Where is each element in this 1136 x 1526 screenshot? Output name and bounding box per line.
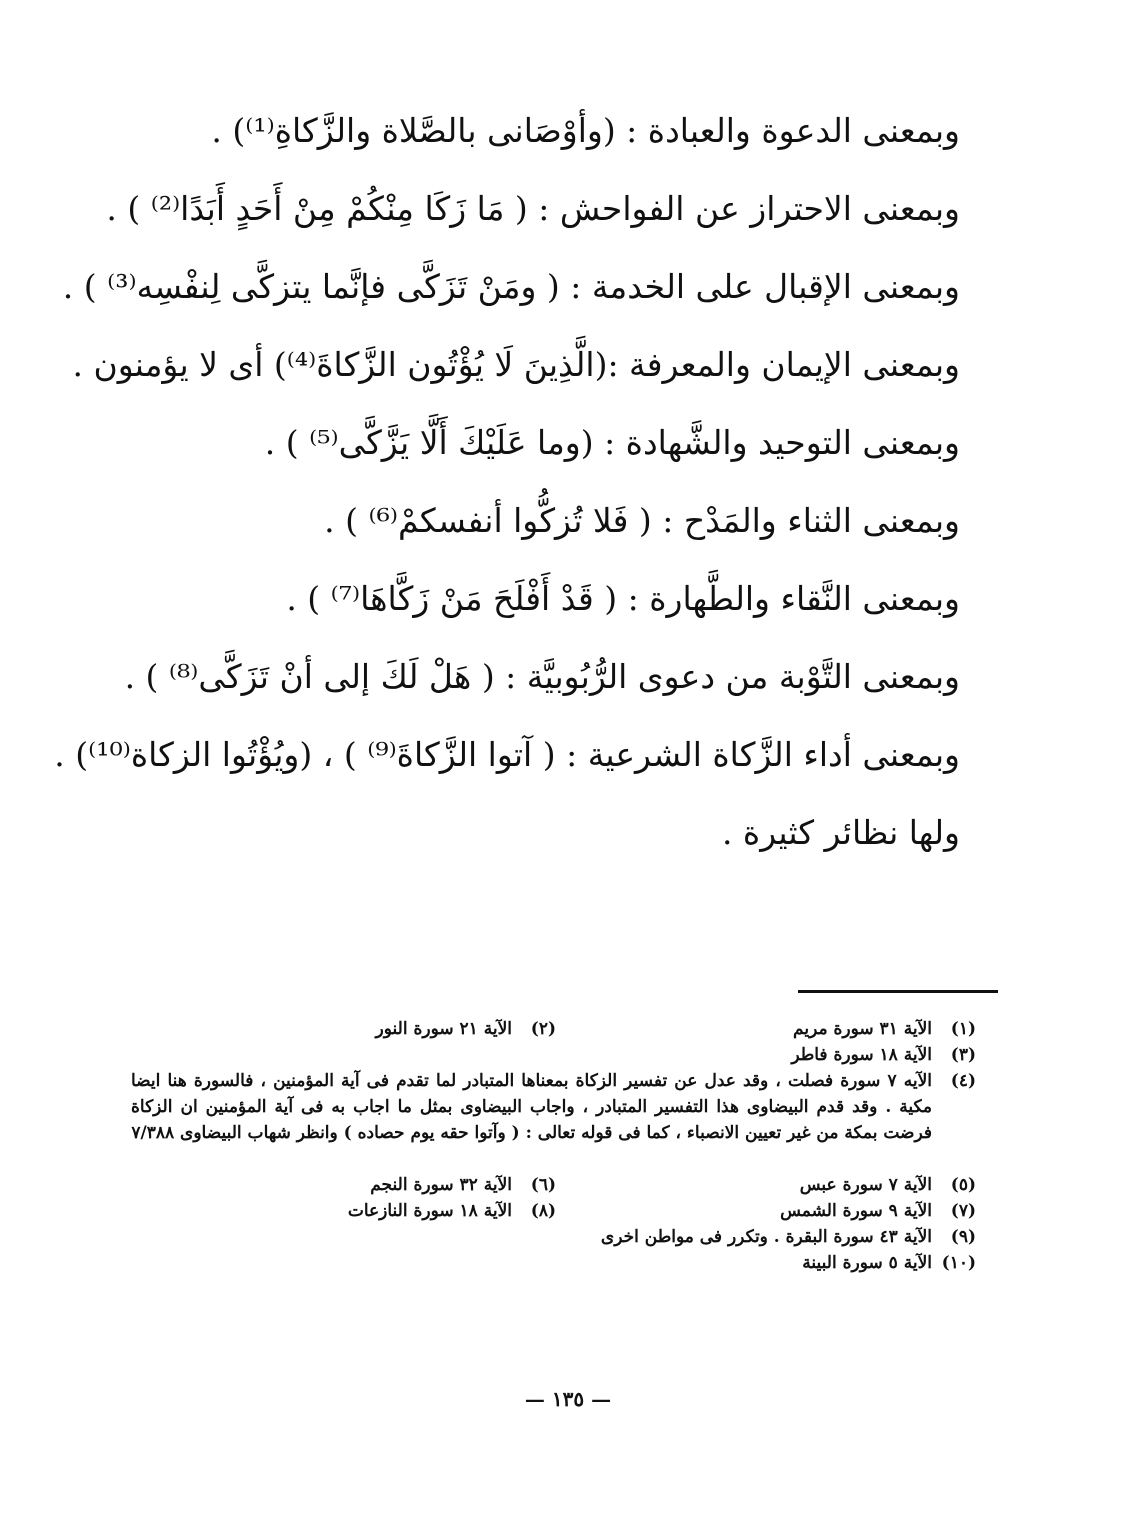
footnote-number: (٦): [530, 1175, 556, 1195]
footnote-9: [601, 1224, 976, 1250]
text-line: وبمعنى الدعوة والعبادة : (وأوْصَانى بالصَّلاة والزَّكاةِ⁽¹⁾) .: [211, 111, 960, 150]
text-line: ولها نظائر كثيرة .: [721, 813, 960, 852]
footnote-row: [131, 1224, 976, 1250]
footnote-5: [556, 1172, 976, 1198]
footnote-text: الآيه ٧ سورة فصلت ، وقد عدل عن تفسير الزكاة بمعناها المتبادر لما تقدم فى آية المؤمنين ، فالسورة هنا ايضا مكية . وقد قدم البيضاوى هذا التفسير المتبادر ، واجاب البيضاوى بمثل ما اجاب به فى آية المؤمنين ان الزكاة فرضت بمكة من غير تعيين الانصباء ، كما فى قوله تعالى : ( وآتوا حقه يوم حصاده ) وانظر شهاب البيضاوى ٧/٣٨٨: [131, 1071, 932, 1143]
text-line: وبمعنى التَّوْبة من دعوى الرُّبُوبيَّة : ( هَلْ لَكَ إلى أنْ تَزَكَّى⁽⁸⁾ ) .: [124, 657, 960, 696]
footnote-number: (٣): [950, 1045, 976, 1065]
footnote-row: [131, 1042, 976, 1068]
footnote-separator: [798, 990, 998, 993]
footnote-row: [131, 1016, 976, 1042]
footnote-6: [136, 1172, 556, 1198]
page-number: — ١٣٥ —: [524, 1387, 612, 1411]
footnote-text: الآية ٧ سورة عبس: [799, 1175, 932, 1195]
footnote-number: (٢): [530, 1019, 556, 1039]
footnote-text: الآية ٣١ سورة مريم: [793, 1019, 932, 1039]
text-line: وبمعنى الاحتراز عن الفواحش : ( مَا زَكَا مِنْكُمْ مِنْ أَحَدٍ أَبَدًا⁽²⁾ ) .: [106, 189, 960, 228]
footnote-number: (١): [950, 1019, 976, 1039]
text-line: وبمعنى أداء الزَّكاة الشرعية : ( آتوا الزَّكاةَ⁽⁹⁾ ) ، (ويُؤْتُوا الزكاة⁽¹⁰⁾) .: [54, 735, 960, 774]
footnote-8: [136, 1198, 556, 1224]
footnote-number: (٩): [950, 1227, 976, 1247]
footnote-text: الآية ١٨ سورة النازعات: [347, 1201, 512, 1221]
text-line: وبمعنى التوحيد والشَّهادة : (وما عَلَيْكَ أَلَّا يَزَّكَّى⁽⁵⁾ ) .: [264, 423, 960, 462]
footnote-7: [556, 1198, 976, 1224]
footnote-number: (١٠): [941, 1253, 976, 1273]
text-line: وبمعنى الإيمان والمعرفة :(الَّذِينَ لَا يُؤْتُون الزَّكاةَ⁽⁴⁾) أى لا يؤمنون .: [72, 345, 960, 384]
footnote-4: [131, 1068, 976, 1172]
footnote-2: [136, 1016, 556, 1042]
text-line: وبمعنى الثناء والمَدْح : ( فَلا تُزكُّوا أنفسكمْ⁽⁶⁾ ) .: [324, 501, 960, 540]
footnote-10: [556, 1250, 976, 1276]
footnotes: [131, 1016, 976, 1276]
footnote-number: (٧): [950, 1201, 976, 1221]
main-text: [54, 92, 960, 872]
footnote-1: [556, 1016, 976, 1042]
footnote-text: الآية ٥ سورة البينة: [802, 1253, 932, 1273]
footnote-row: [131, 1172, 976, 1198]
footnote-row: [131, 1250, 976, 1276]
footnote-number: (٥): [950, 1175, 976, 1195]
footnote-3: [556, 1042, 976, 1068]
footnote-number: (٨): [530, 1201, 556, 1221]
text-line: وبمعنى النَّقاء والطَّهارة : ( قَدْ أَفْلَحَ مَنْ زَكَّاهَا⁽⁷⁾ ) .: [286, 579, 960, 618]
footnote-text: الآية ٩ سورة الشمس: [780, 1201, 932, 1221]
footnote-text: الآية ٢١ سورة النور: [375, 1019, 512, 1039]
footnote-row: [131, 1198, 976, 1224]
footnote-text: الآية ١٨ سورة فاطر: [791, 1045, 932, 1065]
footnote-text: الآية ٣٢ سورة النجم: [370, 1175, 512, 1195]
footnote-text: الآية ٤٣ سورة البقرة . وتكرر فى مواطن اخرى: [600, 1227, 932, 1247]
footnote-number: (٤): [950, 1071, 976, 1091]
text-line: وبمعنى الإقبال على الخدمة : ( ومَنْ تَزَكَّى فإنَّما يتزكَّى لِنفْسِه⁽³⁾ ) .: [62, 267, 960, 306]
